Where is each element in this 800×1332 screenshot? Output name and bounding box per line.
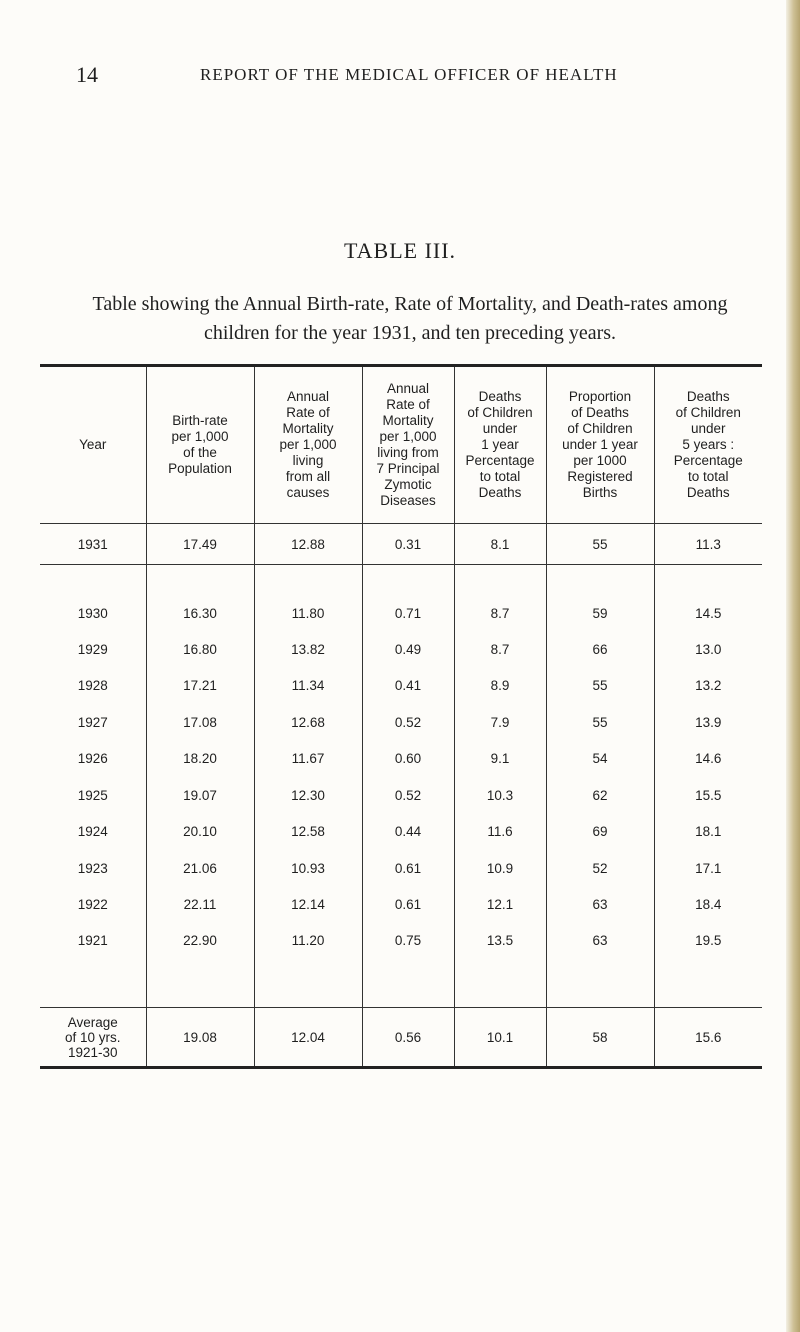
table-cell: 20.10	[146, 814, 254, 851]
table-cell: 1931	[40, 524, 146, 565]
table-cell: 1929	[40, 631, 146, 668]
average-label-line: 1921-30	[67, 1044, 118, 1060]
column-header	[146, 366, 254, 524]
table-row	[40, 777, 762, 814]
table-cell: 13.9	[654, 704, 762, 741]
table-cell: 17.21	[146, 668, 254, 705]
table-cell: 1923	[40, 850, 146, 887]
table-cell: 18.1	[654, 814, 762, 851]
column-header-line: living from	[377, 445, 439, 460]
table-cell: 11.6	[454, 814, 546, 851]
running-title: REPORT OF THE MEDICAL OFFICER OF HEALTH	[200, 65, 618, 84]
column-header-line: 7 Principal	[376, 461, 440, 476]
page-header	[0, 62, 800, 92]
column-header-line: per 1,000	[379, 429, 437, 444]
table-row	[40, 631, 762, 668]
table-cell: 14.6	[654, 741, 762, 778]
column-header-line: under	[482, 421, 518, 436]
table-cell: 12.14	[254, 887, 362, 924]
table-row	[40, 850, 762, 887]
average-label-line: of 10 yrs.	[64, 1029, 121, 1045]
average-cell: 0.56	[362, 1008, 454, 1068]
column-header-line: per 1000	[573, 453, 627, 468]
column-header-line: under	[690, 421, 726, 436]
table-cell: 1930	[40, 565, 146, 632]
table-cell: 11.3	[654, 524, 762, 565]
column-header-line: from all	[285, 469, 331, 484]
column-header-line: Deaths	[686, 485, 730, 500]
table-cell: 13.82	[254, 631, 362, 668]
table-header-row	[40, 366, 762, 524]
average-cell: 58	[546, 1008, 654, 1068]
column-header-line: per 1,000	[279, 437, 337, 452]
table-cell: 0.41	[362, 668, 454, 705]
table-cell: 12.30	[254, 777, 362, 814]
table-row	[40, 524, 762, 565]
table-cell: 22.90	[146, 923, 254, 1008]
table-cell: 16.30	[146, 565, 254, 632]
column-header-line: Population	[168, 461, 232, 476]
column-header-line: to total	[479, 469, 521, 484]
table-cell: 52	[546, 850, 654, 887]
table-cell: 15.5	[654, 777, 762, 814]
table-cell: 11.34	[254, 668, 362, 705]
table-cell: 1925	[40, 777, 146, 814]
average-cell: 12.04	[254, 1008, 362, 1068]
table-row	[40, 887, 762, 924]
table-body	[40, 524, 762, 1068]
column-header-line: of the	[183, 445, 217, 460]
table-cell: 0.52	[362, 777, 454, 814]
table-cell: 0.49	[362, 631, 454, 668]
table-cell: 1921	[40, 923, 146, 1008]
table-cell: 55	[546, 524, 654, 565]
table-cell: 7.9	[454, 704, 546, 741]
table-cell: 63	[546, 923, 654, 1008]
statistics-table	[40, 364, 762, 1069]
table-row	[40, 704, 762, 741]
table-cell: 59	[546, 565, 654, 632]
table-cell: 0.61	[362, 850, 454, 887]
table-row	[40, 814, 762, 851]
average-cell: 15.6	[654, 1008, 762, 1068]
average-row	[40, 1008, 762, 1068]
table-row	[40, 741, 762, 778]
table-cell: 1922	[40, 887, 146, 924]
table-cell: 66	[546, 631, 654, 668]
page-number: 14	[76, 62, 98, 87]
column-header-line: 1 year	[481, 437, 519, 452]
column-header-line: Rate of	[286, 405, 330, 420]
table-cell: 0.31	[362, 524, 454, 565]
table-cell: 19.5	[654, 923, 762, 1008]
column-header-line: Births	[582, 485, 618, 500]
column-header-line: Registered	[567, 469, 633, 484]
table-cell: 55	[546, 668, 654, 705]
column-header	[454, 366, 546, 524]
table-cell: 13.2	[654, 668, 762, 705]
table-cell: 11.20	[254, 923, 362, 1008]
table-cell: 18.20	[146, 741, 254, 778]
table-cell: 8.9	[454, 668, 546, 705]
table-cell: 8.7	[454, 565, 546, 632]
table-cell: 22.11	[146, 887, 254, 924]
table-cell: 0.71	[362, 565, 454, 632]
column-header-line: of Children	[675, 405, 741, 420]
table-cell: 16.80	[146, 631, 254, 668]
column-header-line: Percentage	[465, 453, 535, 468]
table-cell: 10.9	[454, 850, 546, 887]
column-header-line: of Children	[567, 421, 633, 436]
table-cell: 11.80	[254, 565, 362, 632]
column-header-line: 5 years :	[682, 437, 735, 452]
column-header	[546, 366, 654, 524]
table-cell: 17.49	[146, 524, 254, 565]
table-cell: 0.61	[362, 887, 454, 924]
column-header	[40, 366, 146, 524]
column-header-line: Birth-rate	[172, 413, 228, 428]
table-cell: 13.5	[454, 923, 546, 1008]
column-header-line: Annual	[386, 381, 430, 396]
column-header-line: living	[292, 453, 324, 468]
column-header-line: to total	[687, 469, 729, 484]
table-cell: 17.08	[146, 704, 254, 741]
column-header-line: Mortality	[282, 421, 334, 436]
column-header-line: under 1 year	[562, 437, 638, 452]
column-header-line: of Children	[467, 405, 533, 420]
table-cell: 1927	[40, 704, 146, 741]
page-edge	[786, 0, 800, 1332]
average-label-line: Average	[67, 1014, 118, 1030]
table-cell: 69	[546, 814, 654, 851]
table-cell: 11.67	[254, 741, 362, 778]
table-cell: 1926	[40, 741, 146, 778]
column-header-line: Annual	[286, 389, 330, 404]
table-row	[40, 565, 762, 632]
table-cell: 21.06	[146, 850, 254, 887]
table-cell: 0.44	[362, 814, 454, 851]
table-row	[40, 668, 762, 705]
table-cell: 19.07	[146, 777, 254, 814]
table-cell: 1928	[40, 668, 146, 705]
table-cell: 0.75	[362, 923, 454, 1008]
table-cell: 9.1	[454, 741, 546, 778]
table-cell: 13.0	[654, 631, 762, 668]
table-cell: 12.88	[254, 524, 362, 565]
table-cell: 1924	[40, 814, 146, 851]
column-header-line: Deaths	[478, 485, 522, 500]
column-header-line: Deaths	[686, 389, 730, 404]
table-cell: 54	[546, 741, 654, 778]
table-cell: 10.93	[254, 850, 362, 887]
column-header	[254, 366, 362, 524]
table-cell: 63	[546, 887, 654, 924]
table-title: TABLE III.	[343, 238, 457, 263]
table-cell: 62	[546, 777, 654, 814]
average-cell: 10.1	[454, 1008, 546, 1068]
table-cell: 0.52	[362, 704, 454, 741]
column-header-line: Year	[79, 437, 107, 452]
table-cell: 14.5	[654, 565, 762, 632]
column-header-line: causes	[286, 485, 330, 500]
table-cell: 8.7	[454, 631, 546, 668]
table-cell: 8.1	[454, 524, 546, 565]
table-cell: 17.1	[654, 850, 762, 887]
table-cell: 10.3	[454, 777, 546, 814]
table-cell: 12.1	[454, 887, 546, 924]
table-cell: 12.58	[254, 814, 362, 851]
table-cell: 0.60	[362, 741, 454, 778]
table-row	[40, 923, 762, 1008]
column-header-line: Deaths	[478, 389, 522, 404]
average-cell: 19.08	[146, 1008, 254, 1068]
column-header	[362, 366, 454, 524]
column-header-line: Proportion	[568, 389, 632, 404]
column-header-line: Diseases	[380, 493, 436, 508]
table-cell: 55	[546, 704, 654, 741]
column-header-line: of Deaths	[571, 405, 629, 420]
column-header-line: per 1,000	[171, 429, 229, 444]
column-header-line: Mortality	[382, 413, 434, 428]
table-caption: Table showing the Annual Birth-rate, Rate of Mortality, and Death-rates among children for the year 1931, and ten preceding years.	[92, 293, 728, 344]
column-header-line: Rate of	[386, 397, 430, 412]
average-label	[40, 1008, 146, 1068]
column-header-line: Zymotic	[384, 477, 432, 492]
column-header	[654, 366, 762, 524]
table-cell: 18.4	[654, 887, 762, 924]
column-header-line: Percentage	[673, 453, 743, 468]
table-cell: 12.68	[254, 704, 362, 741]
